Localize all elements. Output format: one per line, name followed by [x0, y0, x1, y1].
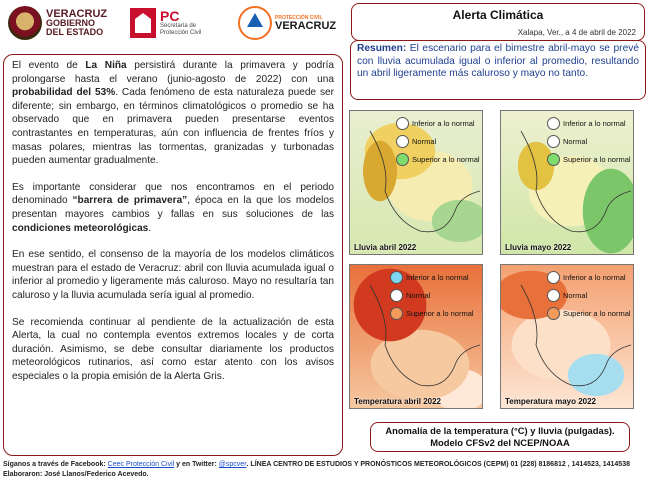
paragraph-4: Se recomienda continuar al pendiente de la actualización de esta Alerta, la cual no contempla eventos extremos locales y de corta duración. Asimismo, se debe consultar diariamente los productos meteorológicos rutinarios, así como estar atento con los avisos especiales o la propia emisión de la Alerta Gris. [12, 316, 334, 382]
maps-caption [370, 422, 630, 452]
p1-text-a: El evento de [12, 60, 86, 71]
p2-text-e: . [148, 222, 152, 234]
logo2-mark: PC [160, 8, 180, 24]
paragraph-1 [12, 59, 334, 168]
logo1-line2: GOBIERNO [46, 17, 96, 28]
logo2-line2: Protección Civil [160, 30, 202, 36]
dot-orange-icon [390, 307, 403, 320]
p1-probability: probabilidad del 53% [12, 87, 116, 99]
p2-text-c: , época en la que los modelos presentan mayores cambios y fallas en sus soluciones de las [12, 195, 334, 220]
dot-green-icon [396, 153, 409, 166]
veracruz-seal-icon [8, 6, 42, 40]
legend-superior: Superior a lo normal [396, 153, 480, 166]
coastline [501, 111, 634, 255]
dot-white-icon [390, 289, 403, 302]
alert-date: Xalapa, Ver., a 4 de abril de 2022 [517, 28, 636, 37]
legend-normal: Normal [396, 135, 436, 148]
coastline [350, 265, 483, 409]
legend-normal: Normal [390, 289, 430, 302]
map-label: Lluvia mayo 2022 [505, 243, 572, 252]
legend-inferior: Inferior a lo normal [547, 271, 626, 284]
header-logos [0, 0, 345, 46]
map-temperatura-abril [349, 264, 483, 409]
summary-label: Resumen: [357, 43, 407, 54]
logo3-line1: PROTECCIÓN CIVIL [275, 14, 323, 21]
map-label: Lluvia abril 2022 [354, 243, 417, 252]
dot-white-icon [396, 117, 409, 130]
logo2-line1: Secretaría de [160, 23, 197, 29]
logo3-line2: VERACRUZ [275, 19, 337, 32]
p2-barrera: “barrera de primavera” [72, 195, 188, 207]
dot-white-icon [547, 289, 560, 302]
pc-logo [130, 4, 201, 42]
coastline [501, 265, 634, 409]
footer [3, 460, 647, 480]
dot-blue-icon [390, 271, 403, 284]
legend-inferior: Inferior a lo normal [396, 117, 475, 130]
logo1-line3: DEL ESTADO [46, 26, 104, 37]
p1-text-e: . Cada fenómeno de esta naturaleza puede ser diferente; sin embargo, en términos climatológicos o promedio se ha observado que en primavera pueden presentarse eventos contrastantes en temperaturas, aún con influencia de frentes fríos y masas polares, mientras las tormentas, granizadas y turbonadas pueden aumentar gradualmente. [12, 87, 334, 167]
pc-veracruz-logo [238, 4, 336, 42]
footer-line2: Elaboraron: José Llanos/Federico Acevedo. [3, 471, 149, 478]
dot-white-icon [547, 135, 560, 148]
twitter-link[interactable]: @spcver [218, 461, 247, 468]
legend-inferior: Inferior a lo normal [547, 117, 626, 130]
legend-superior: Superior a lo normal [390, 307, 474, 320]
triangle-icon [238, 6, 272, 40]
legend-inferior: Inferior a lo normal [390, 271, 469, 284]
summary-text: El escenario para el bimestre abril-mayo se prevé con lluvia acumulada igual o inferior al promedio, resultando un abril ligeramente más caluroso y mayo no tanto. [357, 43, 639, 80]
facebook-link[interactable]: Ceec Protección Civil [107, 461, 175, 468]
dot-white-icon [547, 271, 560, 284]
summary-box [350, 40, 646, 100]
p2-condiciones: condiciones meteorológicas [12, 222, 149, 234]
map-lluvia-mayo [500, 110, 634, 255]
logo1-line1: VERACRUZ [46, 7, 108, 20]
body-text [3, 54, 343, 456]
legend-normal: Normal [547, 135, 587, 148]
legend-superior: Superior a lo normal [547, 307, 631, 320]
dot-white-icon [396, 135, 409, 148]
alert-title: Alerta Climática [452, 8, 544, 22]
veracruz-logo [8, 4, 107, 42]
p1-text-c: persistirá durante la primavera y podría prolongarse hasta el verano (junio-agosto de 2022) con una [12, 60, 334, 85]
p2-text-a: Es importante considerar que nos encontramos en el periodo denominado [12, 181, 334, 207]
dot-green-icon [547, 153, 560, 166]
p1-la-nina: La Niña [85, 60, 127, 71]
caption-line1: Anomalía de la temperatura (°C) y lluvia (pulgadas). [385, 425, 615, 436]
map-lluvia-abril [349, 110, 483, 255]
dot-orange-icon [547, 307, 560, 320]
map-temperatura-mayo [500, 264, 634, 409]
dot-white-icon [547, 117, 560, 130]
paragraph-3: En ese sentido, el consenso de la mayoría de los modelos climáticos muestran para el estado de Veracruz: abril con lluvia acumulada igual o inferior al promedio y ligeramente más caluroso. Mayo no resultaría tan caluroso y la lluvia acumulada sería igual al promedio. [12, 249, 334, 301]
alert-header [351, 3, 645, 41]
map-label: Temperatura abril 2022 [354, 397, 442, 406]
coastline [350, 111, 483, 255]
footer-line1: Síganos a través de Facebook: Ceec Protección Civil y en Twitter: @spcver. LÍNEA CENTRO DE ESTUDIOS Y PRONÓSTICOS METEOROLÓGICOS (CEPM) 01 (228) 8186812 , 1414523, 1414538 [3, 461, 630, 468]
caption-line2: Modelo CFSv2 del NCEP/NOAA [430, 437, 570, 448]
shield-icon [130, 8, 156, 38]
legend-normal: Normal [547, 289, 587, 302]
paragraph-2 [12, 181, 334, 235]
map-label: Temperatura mayo 2022 [505, 397, 597, 406]
legend-superior: Superior a lo normal [547, 153, 631, 166]
